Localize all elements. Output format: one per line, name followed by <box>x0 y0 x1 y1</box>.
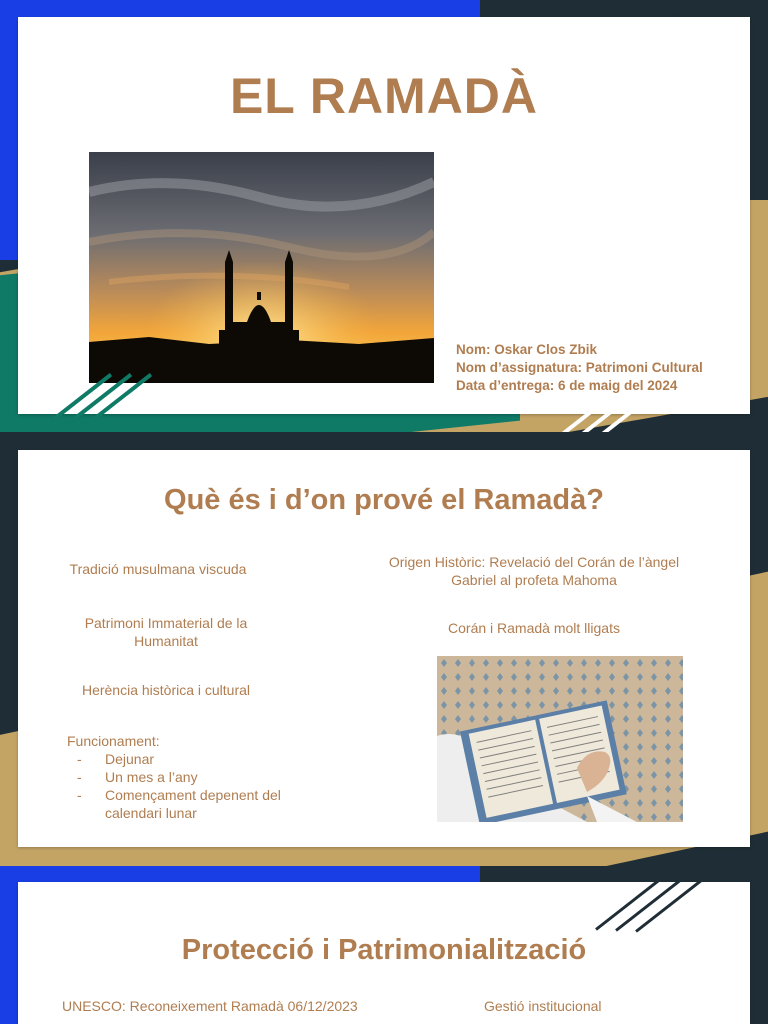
protection-slide-card <box>18 882 750 1024</box>
list-item: Tradició musulmana viscuda <box>69 561 247 577</box>
list-item: Corán i Ramadà molt lligats <box>448 620 620 636</box>
slide-1 <box>0 0 768 432</box>
slide-title: Què és i d’on prové el Ramadà? <box>164 484 604 516</box>
bullet-item: - Un mes a l’any <box>77 769 198 785</box>
bullet-item: - Dejunar <box>77 751 155 767</box>
subject-name: Nom d’assignatura: Patrimoni Cultural <box>456 360 703 375</box>
slide-3 <box>0 866 768 1024</box>
slide-2 <box>0 432 768 866</box>
content-slide-card <box>18 450 750 847</box>
list-item: Herència històrica i cultural <box>81 682 251 698</box>
quran-reading-photo <box>437 656 683 822</box>
list-item: Patrimoni Immaterial de la Humanitat <box>84 615 248 649</box>
delivery-date: Data d’entrega: 6 de maig del 2024 <box>456 378 678 393</box>
functioning-label: Funcionament: <box>67 733 160 749</box>
title-slide-card <box>18 17 750 414</box>
bullet-item: - Començament depenent del calendari lunar <box>77 787 281 821</box>
institutional-management-text: Gestió institucional <box>484 998 602 1014</box>
author-name: Nom: Oskar Clos Zbik <box>456 342 598 357</box>
functioning-list <box>67 732 307 822</box>
unesco-text: UNESCO: Reconeixement Ramadà 06/12/2023 <box>62 998 358 1014</box>
mosque-sunset-photo <box>89 152 434 383</box>
slide-title: Protecció i Patrimonialització <box>181 934 587 966</box>
list-item: Origen Històric: Revelació del Corán de l’àngel Gabriel al profeta Mahoma <box>388 554 680 588</box>
author-info <box>456 341 703 395</box>
presentation-title: EL RAMADÀ <box>229 68 539 124</box>
